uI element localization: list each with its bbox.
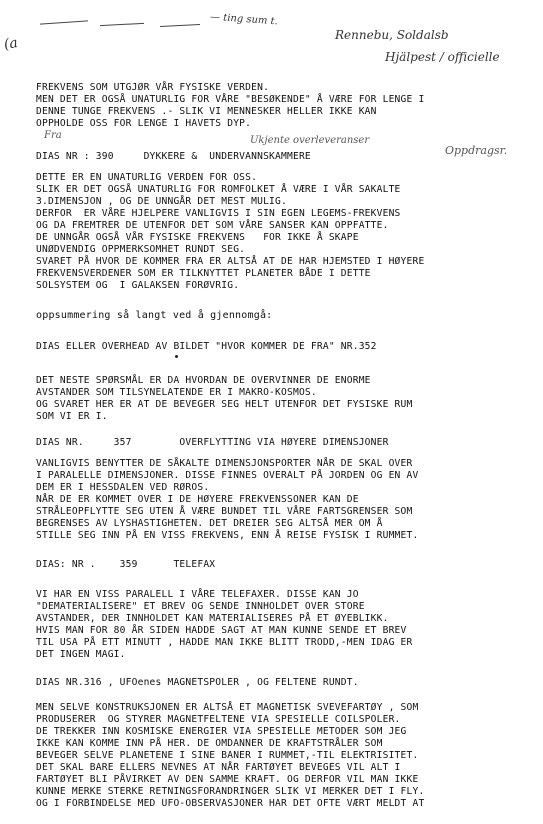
slide-heading: DIAS NR : 390 DYKKERE & UNDERVANNSKAMMERE — [36, 151, 311, 162]
text-line: STRÅLEOPFLYTTE SEG UTEN Å VÆRE BUNDET TIL VÅRE FARTSGRENSER SOM — [36, 506, 413, 517]
text-line: OPPHOLDE OSS FOR LENGE I HAVETS DYP. — [36, 118, 252, 129]
handwritten-note-top: — ting sum t. — [209, 11, 279, 28]
slide-heading: DIAS NR. 357 OVERFLYTTING VIA HØYERE DIMENSJONER — [36, 437, 389, 448]
text-line: DET INGEN MAGI. — [36, 649, 126, 660]
summary-note: oppsummering så langt ved å gjennomgå: — [36, 310, 273, 321]
text-line: DETTE ER EN UNATURLIG VERDEN FOR OSS. — [36, 172, 258, 183]
text-line: NÅR DE ER KOMMET OVER I DE HØYERE FREKVENSSONER KAN DE — [36, 494, 359, 505]
handwritten-note-top-right-1: Rennebu, Soldalsb — [335, 28, 449, 42]
handwritten-note-top-right-2: Hjälpest / officielle — [385, 50, 500, 64]
text-line: "DEMATERIALISERE" ET BREV OG SENDE INNHOLDET OVER STORE — [36, 601, 365, 612]
text-line: FREKVENSVERDENER SOM ER TILKNYTTET PLANETER BÅDE I DETTE — [36, 268, 371, 279]
slide-heading: DIAS ELLER OVERHEAD AV BILDET "HVOR KOMMER DE FRA" NR.352 — [36, 341, 377, 352]
text-line: FARTØYET BLI PÅVIRKET AV DEN SAMME KRAFT. OG DERFOR VIL MAN IKKE — [36, 774, 419, 785]
text-line: KUNNE MERKE STERKE RETNINGSFORANDRINGER SLIK VI MERKER DET I FLY. — [36, 786, 425, 797]
handwritten-mark-top-left: (a — [2, 34, 20, 54]
text-line: BEGRENSES AV LYSHASTIGHETEN. DET DREIER SEG ALTSÅ MER OM Å — [36, 518, 383, 529]
slide-heading: DIAS NR.316 , UFOenes MAGNETSPOLER , OG FELTENE RUNDT. — [36, 677, 359, 688]
handwritten-note-far-right: Oppdragsr. — [445, 144, 508, 157]
text-line: DET NESTE SPØRSMÅL ER DA HVORDAN DE OVERVINNER DE ENORME — [36, 375, 371, 386]
text-line: HVIS MAN FOR 80 ÅR SIDEN HADDE SAGT AT MAN KUNNE SENDE ET BREV — [36, 625, 407, 636]
text-line: DE TREKKER INN KOSMISKE ENERGIER VIA SPESIELLE METODER SOM JEG — [36, 726, 407, 737]
text-line: UNØDVENDIG OPPMERKSOMHET RUNDT SEG. — [36, 244, 246, 255]
text-line: MEN SELVE KONSTRUKSJONEN ER ALTSÅ ET MAGNETISK SVEVEFARTØY , SOM — [36, 702, 419, 713]
text-line: PRODUSERER OG STYRER MAGNETFELTENE VIA SPESIELLE COILSPOLER. — [36, 714, 401, 725]
stray-mark — [175, 355, 178, 358]
text-line: OG I FORBINDELSE MED UFO-OBSERVASJONER HAR DET OFTE VÆRT MELDT AT — [36, 798, 425, 809]
text-line: VI HAR EN VISS PARALELL I VÅRE TELEFAXER. DISSE KAN JO — [36, 589, 359, 600]
text-line: AVSTANDER, DER INNHOLDET KAN MATERIALISERES PÅ ET ØYEBLIKK. — [36, 613, 389, 624]
text-line: DENNE TUNGE FREKVENS .- SLIK VI MENNESKER HELLER IKKE KAN — [36, 106, 377, 117]
handwritten-dash — [40, 20, 88, 24]
text-line: DEM ER I HESSDALEN VED RØROS. — [36, 482, 210, 493]
handwritten-note-mid-left: Fra — [44, 130, 62, 141]
slide-heading: DIAS: NR . 359 TELEFAX — [36, 559, 216, 570]
text-line: VANLIGVIS BENYTTER DE SÅKALTE DIMENSJONSPORTER NÅR DE SKAL OVER — [36, 458, 413, 469]
text-line: I PARALELLE DIMENSJONER. DISSE FINNES OVERALT PÅ JORDEN OG EN AV — [36, 470, 419, 481]
text-line: DERFOR ER VÅRE HJELPERE VANLIGVIS I SIN EGEN LEGEMS-FREKVENS — [36, 208, 401, 219]
text-line: MEN DET ER OGSÅ UNATURLIG FOR VÅRE "BESØKENDE" Å VÆRE FOR LENGE I — [36, 94, 425, 105]
text-line: SVARET PÅ HVOR DE KOMMER FRA ER ALTSÅ AT DE HAR HJEMSTED I HØYERE — [36, 256, 425, 267]
text-line: DE UNNGÅR OGSÅ VÅR FYSISKE FREKVENS FOR IKKE Å SKAPE — [36, 232, 359, 243]
text-line: FREKVENS SOM UTGJØR VÅR FYSISKE VERDEN. — [36, 82, 270, 93]
text-line: TIL USA PÅ ETT MINUTT , HADDE MAN IKKE BLITT TRODD,-MEN IDAG ER — [36, 637, 413, 648]
text-line: OG DA FREMTRER DE UTENFOR DET SOM VÅRE SANSER KAN OPPFATTE. — [36, 220, 389, 231]
text-line: SLIK ER DET OGSÅ UNATURLIG FOR ROMFOLKET Å VÆRE I VÅR SAKALTE — [36, 184, 401, 195]
text-line: AVSTANDER SOM TILSYNELATENDE ER I MAKRO-KOSMOS. — [36, 387, 317, 398]
text-line: STILLE SEG INN PÅ EN VISS FREKVENS, ENN Å REISE FYSISK I RUMMET. — [36, 530, 419, 541]
handwritten-dash — [100, 23, 144, 26]
text-line: BEVEGER SELVE PLANETENE I SINE BANER I RUMMET,-TIL ELEKTRISITET. — [36, 750, 419, 761]
text-line: IKKE KAN KOMME INN PÅ HER. DE OMDANNER DE KRAFTSTRÅLER SOM — [36, 738, 383, 749]
handwritten-note-mid-right: Ukjente overleveranser — [250, 135, 370, 146]
text-line: OG SVARET HER ER AT DE BEVEGER SEG HELT UTENFOR DET FYSISKE RUM — [36, 399, 413, 410]
text-line: 3.DIMENSJON , OG DE UNNGÅR DET MEST MULIG. — [36, 196, 287, 207]
text-line: SOLSYSTEM OG I GALAKSEN FORØVRIG. — [36, 280, 240, 291]
text-line: SOM VI ER I. — [36, 411, 108, 422]
text-line: DET SKAL BARE ELLERS NEVNES AT NÅR FARTØYET BEVEGES VIL ALT I — [36, 762, 401, 773]
handwritten-dash — [160, 24, 200, 27]
